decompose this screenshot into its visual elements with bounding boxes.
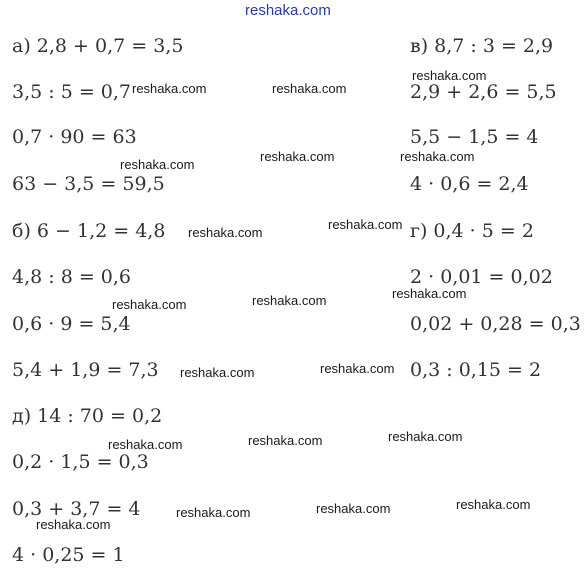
watermark: reshaka.com <box>316 501 391 516</box>
watermark: reshaka.com <box>456 497 531 512</box>
equation-a-2: 3,5 : 5 = 0,7 <box>12 81 132 103</box>
equation-g-1: г) 0,4 · 5 = 2 <box>410 220 534 242</box>
equation-g-2: 2 · 0,01 = 0,02 <box>410 266 553 288</box>
equation-b-2: 4,8 : 8 = 0,6 <box>12 266 132 288</box>
equation-a-3: 0,7 · 90 = 63 <box>12 126 137 148</box>
watermark: reshaka.com <box>272 81 347 96</box>
equation-b-3: 0,6 · 9 = 5,4 <box>12 313 131 335</box>
equation-d-4: 4 · 0,25 = 1 <box>12 544 125 566</box>
watermark: reshaka.com <box>180 365 255 380</box>
watermark: reshaka.com <box>320 361 395 376</box>
equation-a-4: 63 − 3,5 = 59,5 <box>12 173 165 195</box>
equation-v-4: 4 · 0,6 = 2,4 <box>410 173 529 195</box>
equation-g-4: 0,3 : 0,15 = 2 <box>410 359 542 381</box>
equation-a-1: а) 2,8 + 0,7 = 3,5 <box>12 35 184 57</box>
equation-g-3: 0,02 + 0,28 = 0,3 <box>410 313 581 335</box>
equation-v-2: 2,9 + 2,6 = 5,5 <box>410 81 557 103</box>
equation-v-1: в) 8,7 : 3 = 2,9 <box>410 35 554 57</box>
watermark: reshaka.com <box>120 157 195 172</box>
equation-d-3: 0,3 + 3,7 = 4 <box>12 498 141 520</box>
equation-d-2: 0,2 · 1,5 = 0,3 <box>12 451 149 473</box>
watermark: reshaka.com <box>260 149 335 164</box>
watermark: reshaka.com <box>328 217 403 232</box>
equation-d-1: д) 14 : 70 = 0,2 <box>12 405 163 427</box>
watermark: reshaka.com <box>176 505 251 520</box>
watermark: reshaka.com <box>132 81 207 96</box>
watermark: reshaka.com <box>108 437 183 452</box>
watermark: reshaka.com <box>112 297 187 312</box>
watermark: reshaka.com <box>392 286 467 301</box>
watermark: reshaka.com <box>252 293 327 308</box>
equation-b-1: б) 6 − 1,2 = 4,8 <box>12 220 166 242</box>
watermark: reshaka.com <box>248 433 323 448</box>
watermark: reshaka.com <box>188 225 263 240</box>
equation-b-4: 5,4 + 1,9 = 7,3 <box>12 359 159 381</box>
watermark: reshaka.com <box>400 149 475 164</box>
watermark: reshaka.com <box>36 517 111 532</box>
header-watermark: reshaka.com <box>245 2 331 19</box>
equation-v-3: 5,5 − 1,5 = 4 <box>410 126 539 148</box>
watermark: reshaka.com <box>388 429 463 444</box>
watermark: reshaka.com <box>412 68 487 83</box>
